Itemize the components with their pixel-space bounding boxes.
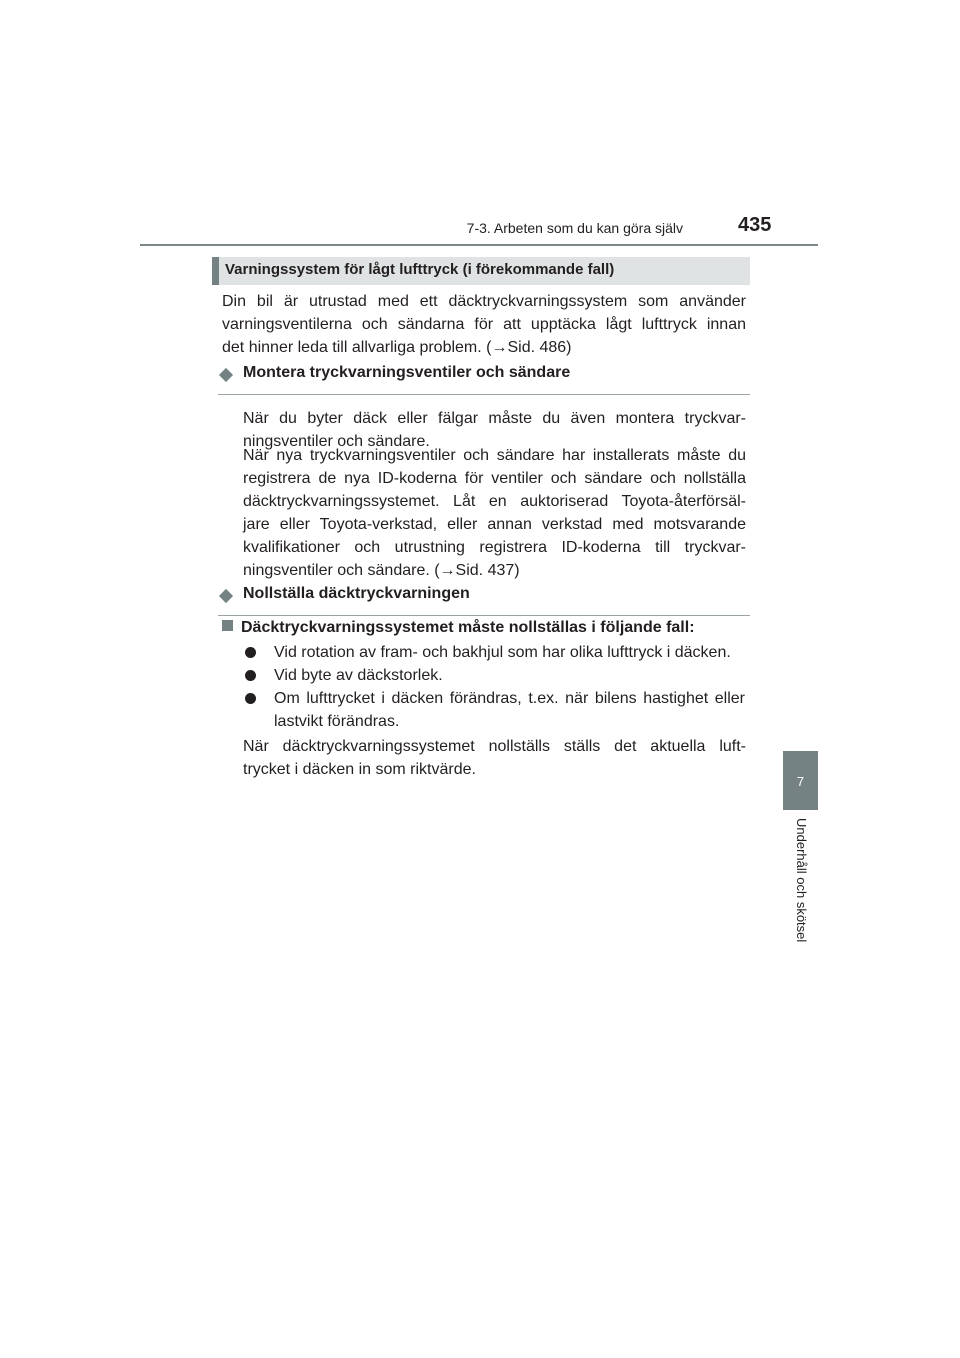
paragraph-line: jare eller Toyota-verkstad, eller annan verkstad med motsvarande (243, 516, 746, 533)
intro-line: Din bil är utrustad med ett däcktryckvarningssystem som använder (222, 293, 746, 310)
paragraph-line: När du byter däck eller fälgar måste du även montera tryckvar- (243, 410, 746, 427)
page-number: 435 (738, 214, 772, 236)
paragraph (243, 735, 746, 781)
chapter-tab-number: 7 (796, 774, 805, 789)
list-item-text (274, 664, 745, 687)
diamond-bullet-icon (219, 589, 233, 603)
chapter-tab (783, 751, 818, 810)
square-bullet-icon (222, 620, 233, 631)
list-item-line: Vid rotation av fram- och bakhjul som har olika lufttryck i däcken. (274, 644, 731, 661)
paragraph-line: trycket i däcken in som riktvärde. (243, 761, 476, 778)
chapter-section-title: 7-3. Arbeten som du kan göra själv (466, 220, 683, 236)
intro-paragraph (222, 290, 746, 359)
subsection-heading (218, 585, 750, 616)
subsection-title: Montera tryckvarningsventiler och sändare (243, 364, 571, 381)
diamond-bullet-icon (219, 368, 233, 382)
chapter-tab-label: Underhåll och skötsel (794, 818, 809, 943)
paragraph-line: däcktryckvarningssystemet. Låt en auktoriserad Toyota-återförsäl- (243, 493, 746, 510)
section-accent (212, 257, 219, 285)
section-title-bar (212, 257, 750, 285)
list-item-line: lastvikt förändras. (274, 713, 400, 730)
paragraph-line: kvalifikationer och utrustning registrera ID-koderna till tryckvar- (243, 539, 746, 556)
intro-line: det hinner leda till allvarliga problem. (→Sid. 486) (222, 339, 572, 356)
intro-line: varningsventilerna och sändarna för att upptäcka lågt lufttryck innan (222, 316, 746, 333)
paragraph-line: När däcktryckvarningssystemet nollställs ställs det aktuella luft- (243, 738, 746, 755)
list-item-line: Om lufttrycket i däcken förändras, t.ex. när bilens hastighet eller (274, 690, 745, 707)
section-title: Varningssystem för lågt lufttryck (i förekommande fall) (225, 261, 615, 278)
header-divider (140, 244, 818, 246)
paragraph-line: ningsventiler och sändare. (→Sid. 437) (243, 562, 520, 579)
paragraph (243, 444, 746, 582)
list-item-line: Vid byte av däckstorlek. (274, 667, 443, 684)
bullet-dot-icon (245, 693, 256, 704)
subsection-title: Nollställa däcktryckvarningen (243, 585, 470, 602)
bullet-dot-icon (245, 670, 256, 681)
condition-heading-text: Däcktryckvarningssystemet måste nollställas i följande fall: (241, 619, 695, 636)
subsection-heading (218, 364, 750, 395)
list-item-text (274, 641, 745, 664)
paragraph-line: registrera de nya ID-koderna för ventiler och sändare och nollställa (243, 470, 746, 487)
condition-heading (222, 619, 695, 637)
list-item-text (274, 687, 745, 733)
bullet-dot-icon (245, 647, 256, 658)
paragraph-line: ningsventiler och sändare. (243, 433, 430, 450)
paragraph-line: När nya tryckvarningsventiler och sändare har installerats måste du (243, 447, 746, 464)
